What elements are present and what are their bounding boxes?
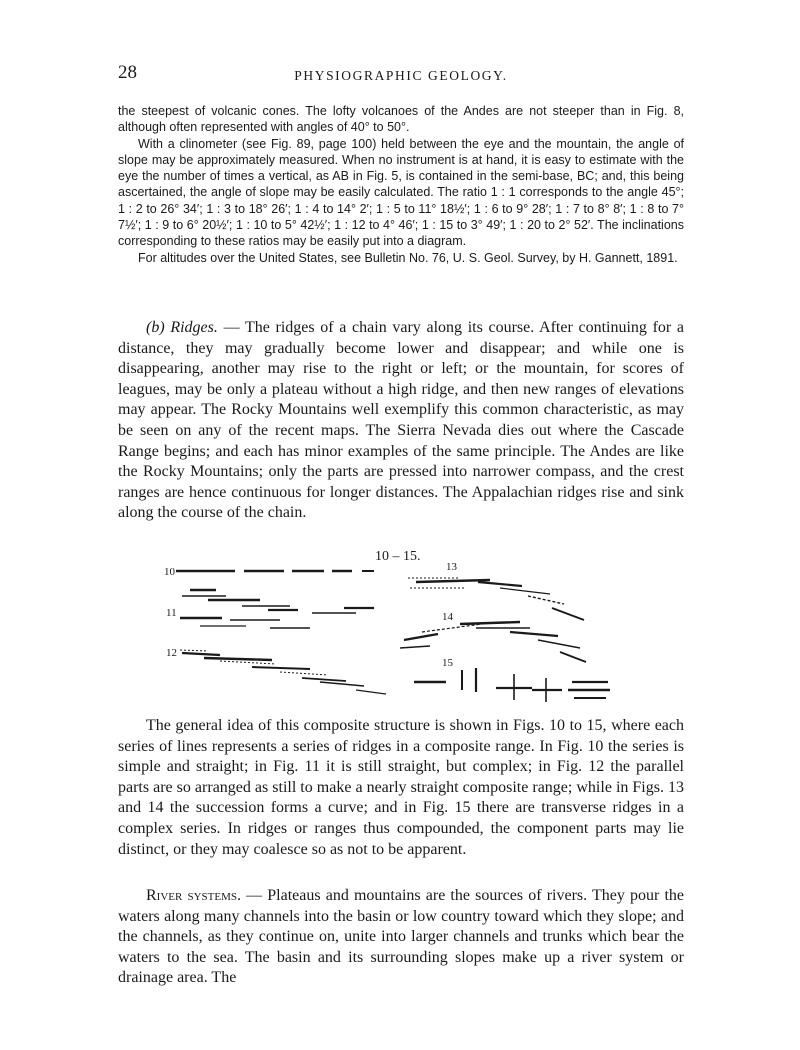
composite-paragraph: The general idea of this composite structure is shown in Figs. 10 to 15, where each series of lines represents a series of ridges in a composite range. In Fig. 10 the series is simple and straight; in Fig. 11 it is still straight, but complex; in Fig. 12 the parallel parts are so arranged as still to make a nearly straight composite range; while in Figs. 13 and 14 the succession forms a curve; and in Fig. 15 there are transverse ridges in a complex series. In ridges or ranges thus compounded, the component parts may lie distinct, or they may coalesce so as not to be apparent. bbox=[118, 717, 684, 858]
page-header bbox=[118, 62, 684, 88]
page-number: 28 bbox=[118, 62, 137, 83]
ridge-diagram bbox=[160, 548, 630, 708]
figure-label-10: 10 bbox=[164, 566, 175, 578]
note-paragraph-3: For altitudes over the United States, see Bulletin No. 76, U. S. Geol. Survey, by H. Gannett, 1891. bbox=[138, 250, 678, 265]
ridges-body: — The ridges of a chain vary along its course. After continuing for a distance, they may gradually become lower and disappear; and while one is disappearing, another may rise to the right or left; or the mountain, for scores of leagues, may be only a plateau without a high ridge, and then new ranges of elevations may appear. The Rocky Mountains well exemplify this common characteristic, as may be seen on any of the recent maps. The Sierra Nevada dies out where the Cascade Range begins; and each has minor examples of the same principle. The Andes are like the Rocky Mountains; only the parts are pressed into narrower compass, and the crest ranges are hence continuous for longer distances. The Appalachian ridges rise and sink along the course of the chain. bbox=[118, 319, 685, 522]
small-print-note bbox=[118, 103, 684, 266]
ridges-heading: (b) Ridges. bbox=[146, 319, 218, 336]
figure-label-15: 15 bbox=[442, 657, 453, 669]
figure-label-11: 11 bbox=[166, 607, 177, 619]
river-systems-section bbox=[118, 886, 684, 989]
ridges-section bbox=[118, 318, 684, 524]
ridges-paragraph bbox=[118, 318, 684, 524]
composite-section bbox=[118, 716, 684, 860]
river-paragraph bbox=[118, 886, 684, 989]
fig13-ridges bbox=[408, 578, 584, 620]
fig12-ridges bbox=[180, 650, 364, 686]
fig15-ridges bbox=[356, 668, 610, 702]
note-paragraph-2: With a clinometer (see Fig. 89, page 100) held between the eye and the mountain, the angle of slope may be approximately measured. When no instrument is at hand, it is easy to estimate with the eye the number of times a vertical, as AB in Fig. 5, is contained in the semi-base, BC; and, this being ascertained, the angle of slope may be easily calculated. The ratio 1 : 1 corresponds to the angle 45°; 1 : 2 to 26° 34′; 1 : 3 to 18° 26′; 1 : 4 to 14° 2′; 1 : 5 to 11° 18½′; 1 : 6 to 9° 28′; 1 : 7 to 8° 8′; 1 : 8 to 7° 7½′; 1 : 9 to 6° 20½′; 1 : 10 to 5° 42½′; 1 : 12 to 4° 46′; 1 : 15 to 3° 49′; 1 : 20 to 2° 52′. The inclinations corresponding to these ratios may be easily put into a diagram. bbox=[118, 136, 684, 249]
figure-label-12: 12 bbox=[166, 647, 177, 659]
figure-label-14: 14 bbox=[442, 611, 453, 623]
river-body: — Plateaus and mountains are the sources of rivers. They pour the waters along many channels into the basin or low country toward which they slope; and the channels, as they continue on, unite into larger channels and trunks which bear the waters to the sea. The basin and its surrounding slopes make up a river system or drainage area. The bbox=[118, 887, 684, 987]
figure-caption: 10 – 15. bbox=[375, 549, 421, 564]
running-head: PHYSIOGRAPHIC GEOLOGY. bbox=[294, 68, 508, 83]
note-paragraph-1: the steepest of volcanic cones. The lofty volcanoes of the Andes are not steeper than in Fig. 8, although often represented with angles of 40° to 50°. bbox=[118, 104, 684, 135]
fig11-ridges bbox=[180, 590, 374, 628]
figures-10-15 bbox=[160, 548, 630, 708]
river-heading: River systems. bbox=[146, 887, 241, 904]
fig14-ridges bbox=[400, 622, 586, 662]
figure-label-13: 13 bbox=[446, 561, 457, 573]
